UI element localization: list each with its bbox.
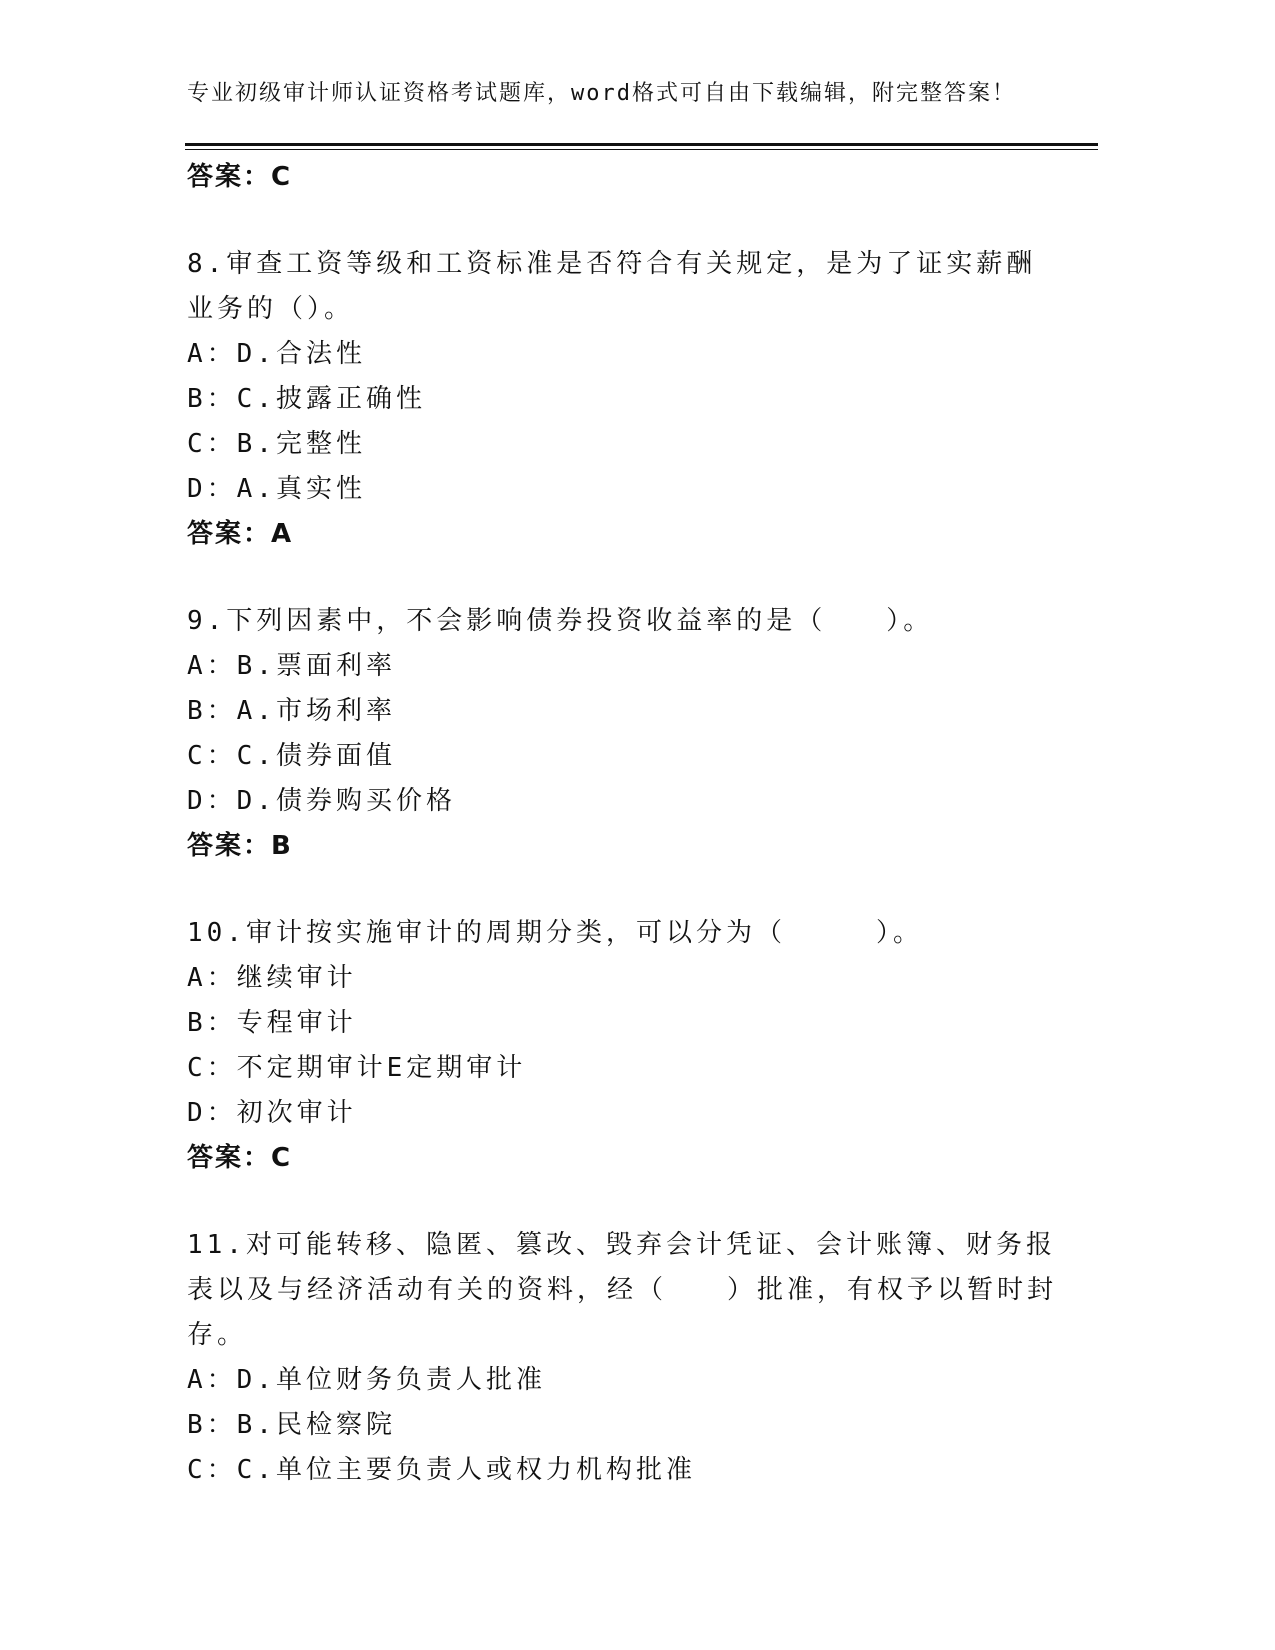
option-c: C：B.完整性: [187, 429, 366, 459]
option-a: A：D.合法性: [187, 339, 366, 369]
option-d: D：初次审计: [187, 1098, 357, 1128]
answer-line: 答案：C: [187, 1143, 293, 1173]
header-rule-thin: [185, 149, 1098, 150]
option-a: A：继续审计: [187, 963, 357, 993]
answer-line: 答案：C: [187, 162, 293, 192]
question-stem: 8.审查工资等级和工资标准是否符合有关规定，是为了证实薪酬业务的（）。: [187, 249, 1037, 324]
option-b: B：B.民检察院: [187, 1410, 396, 1440]
question-stem: 10.审计按实施审计的周期分类，可以分为（ ）。: [187, 918, 923, 948]
question-block: [187, 599, 1087, 869]
page-header: 专业初级审计师认证资格考试题库，word格式可自由下载编辑，附完整答案！: [187, 81, 1016, 106]
option-c: C：C.单位主要负责人或权力机构批准: [187, 1455, 696, 1485]
option-b: B：专程审计: [187, 1008, 357, 1038]
answer-line: 答案：A: [187, 519, 294, 549]
question-block: [187, 242, 1087, 557]
option-a: A：B.票面利率: [187, 651, 396, 681]
header-rule-thick: [185, 143, 1098, 146]
option-b: B：A.市场利率: [187, 696, 396, 726]
document-body: [187, 155, 1087, 1493]
option-c: C：不定期审计E定期审计: [187, 1053, 527, 1083]
question-block: [187, 1223, 1087, 1493]
answer-line: 答案：B: [187, 831, 293, 861]
option-c: C：C.债券面值: [187, 741, 396, 771]
question-stem: 9.下列因素中，不会影响债券投资收益率的是（ ）。: [187, 606, 934, 636]
question-block: [187, 911, 1087, 1181]
option-d: D：D.债券购买价格: [187, 786, 456, 816]
option-b: B：C.披露正确性: [187, 384, 426, 414]
question-stem: 11.对可能转移、隐匿、篡改、毁弃会计凭证、会计账簿、财务报表以及与经济活动有关的资料，经（ ）批准，有权予以暂时封存。: [187, 1230, 1058, 1350]
option-d: D：A.真实性: [187, 474, 366, 504]
option-a: A：D.单位财务负责人批准: [187, 1365, 546, 1395]
